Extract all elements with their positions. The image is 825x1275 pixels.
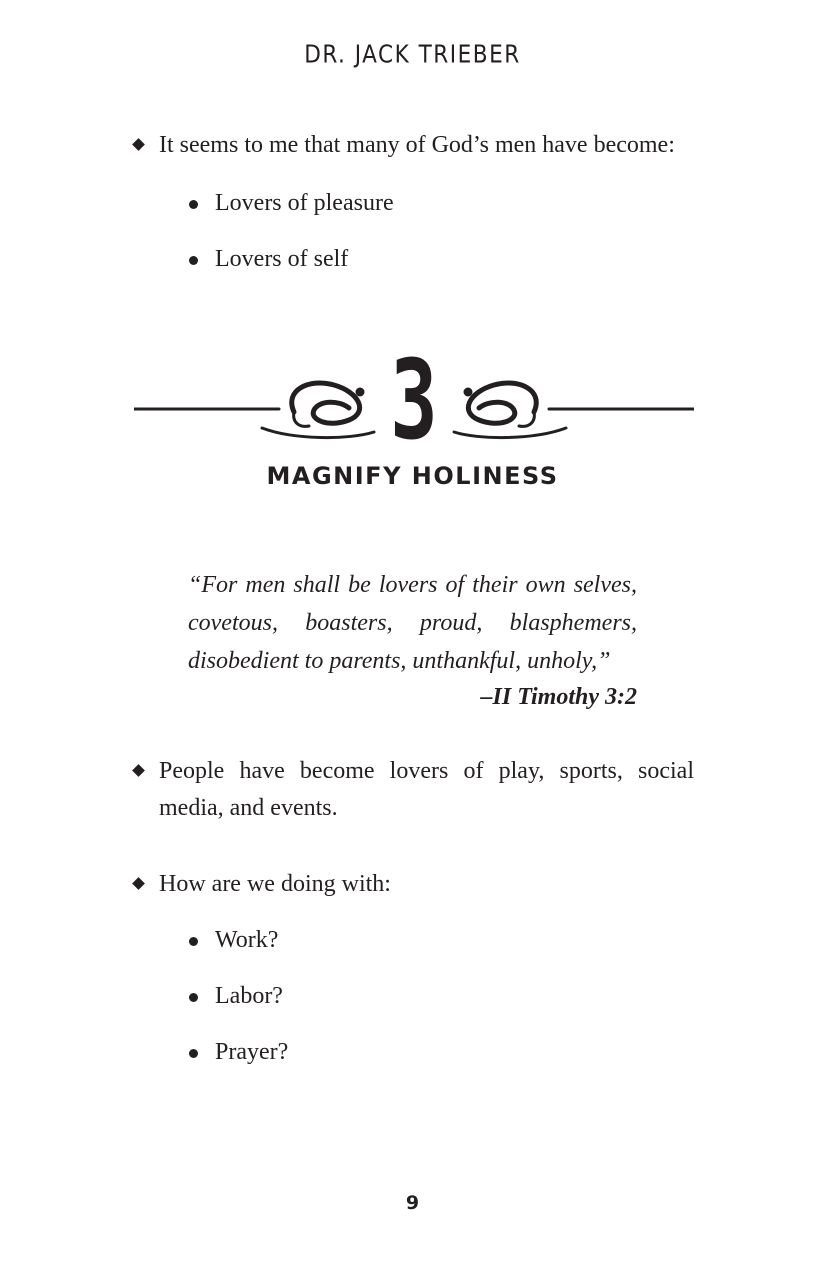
subitem-text: Lovers of pleasure (215, 190, 394, 216)
list-item (134, 866, 694, 903)
chapter-title: MAGNIFY HOLINESS (266, 462, 559, 490)
round-bullet-icon (189, 993, 198, 1002)
list-item (134, 127, 694, 164)
list-item (189, 922, 278, 959)
subitem-text: Prayer? (215, 1039, 289, 1065)
round-bullet-icon (189, 256, 198, 265)
right-flourish-icon (454, 383, 694, 438)
list-item (134, 753, 694, 827)
round-bullet-icon (189, 937, 198, 946)
list-item (189, 1034, 288, 1071)
left-flourish-icon (134, 383, 374, 438)
page-number: 9 (405, 1192, 420, 1214)
chapter-ornament (134, 340, 694, 450)
subitem-text: Work? (215, 927, 279, 953)
bullet-text: How are we doing with: (159, 871, 391, 897)
round-bullet-icon (189, 1049, 198, 1058)
diamond-bullet-icon (132, 877, 145, 890)
list-item (189, 241, 348, 278)
subitem-text: Lovers of self (215, 246, 349, 272)
chapter-number: 3 (390, 340, 438, 450)
diamond-bullet-icon (132, 764, 145, 777)
list-item (189, 978, 283, 1015)
scripture-citation: –II Timothy 3:2 (480, 684, 637, 710)
scripture-quote: “For men shall be lovers of their own selves, covetous, boasters, proud, blasphemers, disobedient to parents, unthankful, unholy,” (188, 572, 637, 674)
round-bullet-icon (189, 200, 198, 209)
subitem-text: Labor? (215, 983, 283, 1009)
bullet-text: People have become lovers of play, sports, social media, and events. (159, 758, 694, 821)
running-head: DR. JACK TRIEBER (304, 39, 521, 69)
list-item (189, 185, 394, 222)
diamond-bullet-icon (132, 138, 145, 151)
bullet-text: It seems to me that many of God’s men have become: (159, 132, 675, 158)
